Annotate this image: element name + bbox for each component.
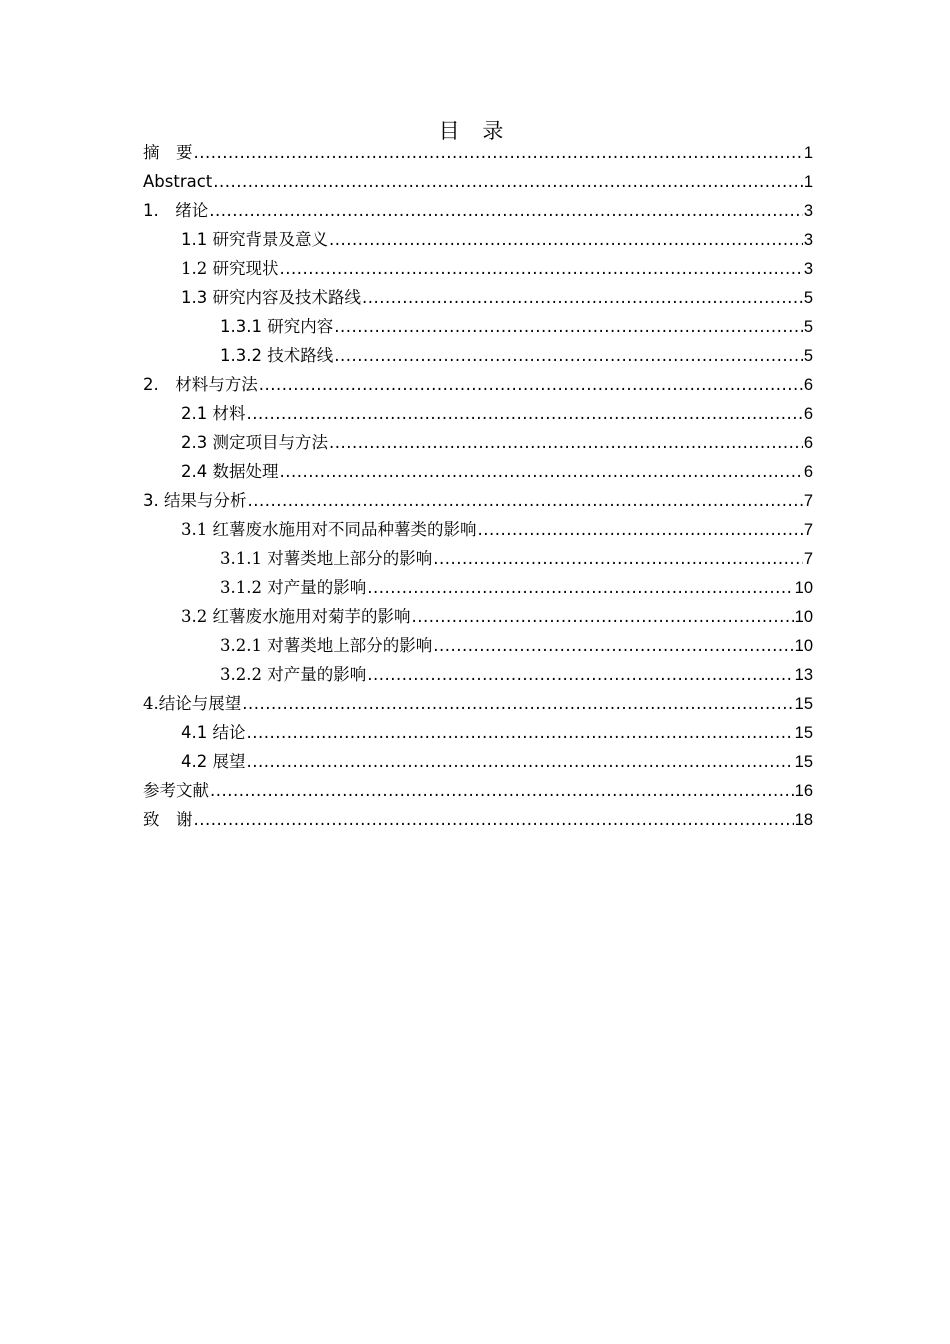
toc-entry-label: 3.1 红薯废水施用对不同品种薯类的影响	[181, 520, 477, 539]
dot-leader	[210, 776, 794, 805]
toc-entry-page: 15	[794, 753, 813, 771]
toc-entry-label: 4.结论与展望	[143, 694, 242, 713]
toc-entry-page: 6	[803, 463, 813, 481]
toc-entry-page: 3	[803, 260, 813, 278]
toc-entry-label: 2.1 材料	[181, 404, 246, 423]
toc-entry-page: 3	[803, 231, 813, 249]
toc-entry-1-3[interactable]	[143, 283, 813, 312]
dot-leader	[247, 718, 794, 747]
toc-entry-page: 5	[803, 347, 813, 365]
toc-entry-label: Abstract	[143, 172, 213, 191]
toc-entry-2-1[interactable]	[143, 399, 813, 428]
dot-leader	[478, 515, 803, 544]
toc-entry-page: 15	[794, 695, 813, 713]
dot-leader	[194, 805, 794, 834]
dot-leader	[242, 689, 793, 718]
toc-entry-4-1[interactable]	[143, 718, 813, 747]
toc-entry-label: 摘 要	[143, 143, 193, 162]
toc-entry-page: 7	[803, 492, 813, 510]
toc-entry-page: 5	[803, 318, 813, 336]
dot-leader	[248, 486, 803, 515]
dot-leader	[412, 602, 794, 631]
dot-leader	[259, 370, 803, 399]
toc-entry-3-1-2[interactable]	[143, 573, 813, 602]
dot-leader	[334, 312, 803, 341]
toc-entry-1-1[interactable]	[143, 225, 813, 254]
toc-entry-2-3[interactable]	[143, 428, 813, 457]
toc-entry-page: 10	[794, 637, 813, 655]
toc-entry-page: 6	[803, 434, 813, 452]
dot-leader	[194, 138, 803, 167]
toc-entry-4-2[interactable]	[143, 747, 813, 776]
dot-leader	[280, 457, 803, 486]
toc-title: 目 录	[438, 119, 512, 143]
toc-entry-page: 7	[803, 521, 813, 539]
toc-entry-label: 4.2 展望	[181, 752, 246, 771]
toc-entry-1-3-2[interactable]	[143, 341, 813, 370]
toc-entry-page: 5	[803, 289, 813, 307]
dot-leader	[247, 747, 794, 776]
toc-entry-abstract-cn[interactable]	[143, 138, 813, 167]
toc-entry-page: 7	[803, 550, 813, 568]
toc-entry-3-1[interactable]	[143, 515, 813, 544]
toc-entry-label: 2. 材料与方法	[143, 375, 258, 394]
toc-entry-3-2-1[interactable]	[143, 631, 813, 660]
toc-entry-page: 6	[803, 376, 813, 394]
toc-entry-label: 3.2 红薯废水施用对菊芋的影响	[181, 607, 411, 626]
dot-leader	[367, 573, 793, 602]
dot-leader	[213, 167, 803, 196]
dot-leader	[362, 283, 803, 312]
toc-entry-abstract-en[interactable]	[143, 167, 813, 196]
toc-entry-page: 10	[794, 608, 813, 626]
toc-entry-page: 13	[794, 666, 813, 684]
dot-leader	[334, 341, 803, 370]
toc-entry-methods[interactable]	[143, 370, 813, 399]
toc-entry-1-2[interactable]	[143, 254, 813, 283]
toc-entry-page: 15	[794, 724, 813, 742]
toc-entry-label: 3.2.1 对薯类地上部分的影响	[220, 636, 433, 655]
dot-leader	[280, 254, 803, 283]
toc-entry-label: 3.2.2 对产量的影响	[220, 665, 367, 684]
toc-entry-page: 1	[803, 144, 813, 162]
toc-entry-label: 4.1 结论	[181, 723, 246, 742]
toc-entry-label: 1.3.1 研究内容	[220, 317, 334, 336]
dot-leader	[209, 196, 803, 225]
toc-entry-introduction[interactable]	[143, 196, 813, 225]
toc-entry-label: 1. 绪论	[143, 201, 209, 220]
toc-entry-page: 3	[803, 202, 813, 220]
toc-entry-label: 1.3 研究内容及技术路线	[181, 288, 361, 307]
toc-entry-label: 1.2 研究现状	[181, 259, 279, 278]
toc-entry-1-3-1[interactable]	[143, 312, 813, 341]
dot-leader	[433, 631, 793, 660]
dot-leader	[329, 428, 803, 457]
toc-entry-label: 1.3.2 技术路线	[220, 346, 334, 365]
toc-entry-label: 3.1.2 对产量的影响	[220, 578, 367, 597]
toc-entry-page: 6	[803, 405, 813, 423]
toc-entry-2-4[interactable]	[143, 457, 813, 486]
toc-entry-references[interactable]	[143, 776, 813, 805]
toc-entry-3-2-2[interactable]	[143, 660, 813, 689]
toc-entry-label: 3.1.1 对薯类地上部分的影响	[220, 549, 433, 568]
toc-entry-page: 10	[794, 579, 813, 597]
dot-leader	[247, 399, 803, 428]
toc-entry-page: 18	[794, 811, 813, 829]
dot-leader	[433, 544, 803, 573]
table-of-contents	[143, 138, 813, 834]
toc-entry-label: 2.4 数据处理	[181, 462, 279, 481]
toc-entry-label: 2.3 测定项目与方法	[181, 433, 328, 452]
toc-entry-3-2[interactable]	[143, 602, 813, 631]
toc-entry-3-1-1[interactable]	[143, 544, 813, 573]
toc-entry-label: 3. 结果与分析	[143, 491, 247, 510]
toc-entry-label: 1.1 研究背景及意义	[181, 230, 328, 249]
dot-leader	[329, 225, 803, 254]
dot-leader	[367, 660, 793, 689]
toc-entry-label: 致 谢	[143, 810, 193, 829]
toc-entry-page: 16	[794, 782, 813, 800]
toc-entry-acknowledgements[interactable]	[143, 805, 813, 834]
toc-entry-results[interactable]	[143, 486, 813, 515]
toc-entry-label: 参考文献	[143, 781, 209, 800]
toc-entry-page: 1	[803, 173, 813, 191]
toc-entry-conclusion[interactable]	[143, 689, 813, 718]
